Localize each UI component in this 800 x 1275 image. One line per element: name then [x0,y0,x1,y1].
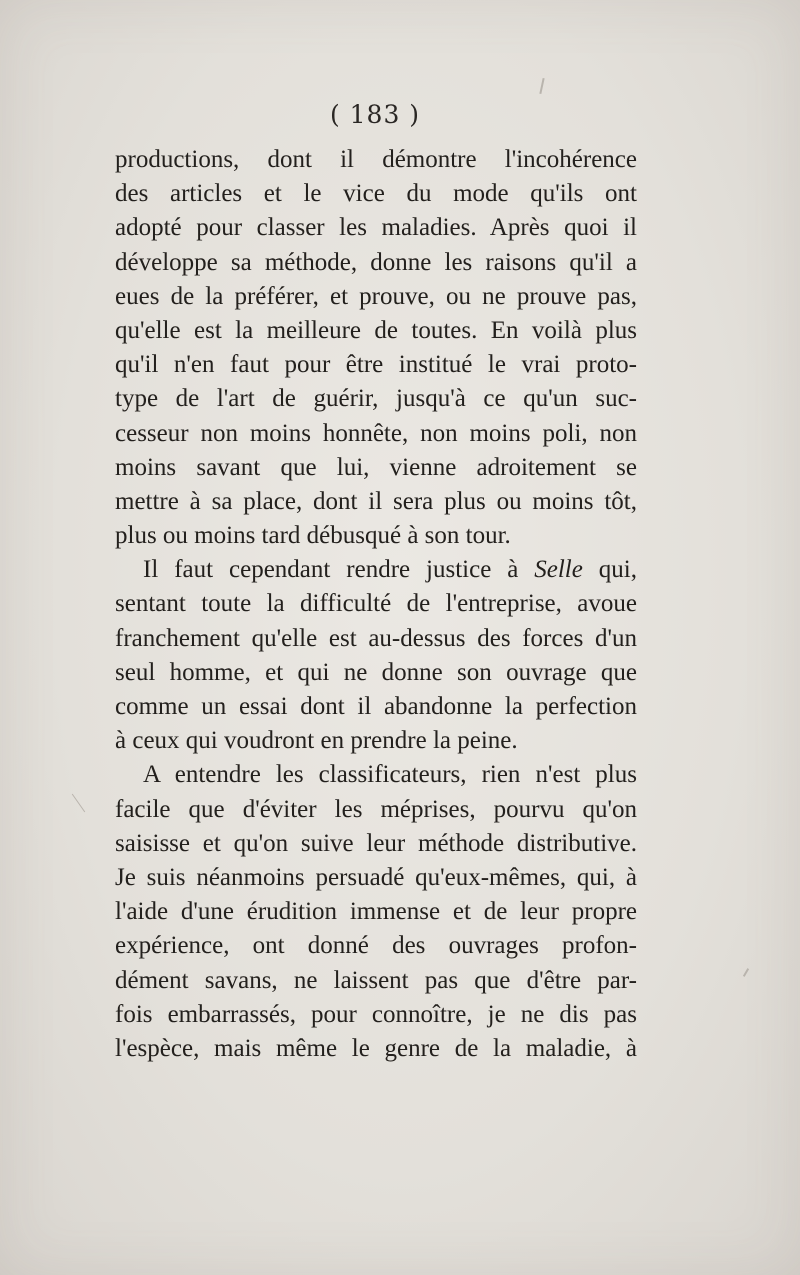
paper-speck [743,968,749,977]
text-line: qu'il n'en faut pour être institué le vrai proto- [115,351,637,379]
text-line: A entendre les classificateurs, rien n'est plus [143,761,637,789]
text-line: seul homme, et qui ne donne son ouvrage que [115,658,637,686]
text-line: moins savant que lui, vienne adroitement se [115,453,637,481]
text-line: eues de la préférer, et prouve, ou ne prouve pas, [115,282,637,310]
text-line: cesseur non moins honnête, non moins poli, non [115,419,637,447]
italic-name: Selle [534,556,583,584]
text-line: mettre à sa place, dont il sera plus ou moins tôt, [115,487,637,515]
text-line: productions, dont il démontre l'incohérence [115,146,637,173]
paragraph-1 [115,143,637,553]
text-line: expérience, ont donné des ouvrages profon- [115,932,637,960]
page-number: ( 183 ) [329,100,421,129]
paper-speck [72,794,85,813]
text-line: fois embarrassés, pour connoître, je ne dis pas [115,1000,637,1028]
paragraph-3 [115,758,637,1066]
text-line: plus ou moins tard débusqué à son tour. [115,522,511,550]
text-line: facile que d'éviter les méprises, pourvu qu'on [115,795,637,823]
text-line: dément savans, ne laissent pas que d'être par- [115,966,637,994]
text-line: qu'elle est la meilleure de toutes. En voilà plus [115,316,637,344]
text-line: comme un essai dont il abandonne la perfection [115,693,637,720]
text-line: Je suis néanmoins persuadé qu'eux-mêmes, qui, à [115,863,637,891]
text-line: à ceux qui voudront en prendre la peine. [115,727,518,755]
paragraph-2 [115,553,637,758]
paper-speck [539,78,544,94]
text-line: l'aide d'une érudition immense et de leur propre [115,898,637,926]
text-line: des articles et le vice du mode qu'ils ont [115,180,637,208]
text-line: saisisse et qu'on suive leur méthode distributive. [115,829,637,857]
text-line: franchement qu'elle est au-dessus des forces d'un [115,624,637,652]
text-line: type de l'art de guérir, jusqu'à ce qu'un suc- [115,385,637,413]
text-line: adopté pour classer les maladies. Après quoi il [115,214,637,242]
text-line: l'espèce, mais même le genre de la maladie, à [115,1034,637,1062]
text-line: Il faut cependant rendre justice à Selle qui, [143,556,637,584]
text-line: sentant toute la difficulté de l'entreprise, avoue [115,590,637,618]
text-line: développe sa méthode, donne les raisons qu'il a [115,248,637,276]
body-text [115,143,637,1066]
